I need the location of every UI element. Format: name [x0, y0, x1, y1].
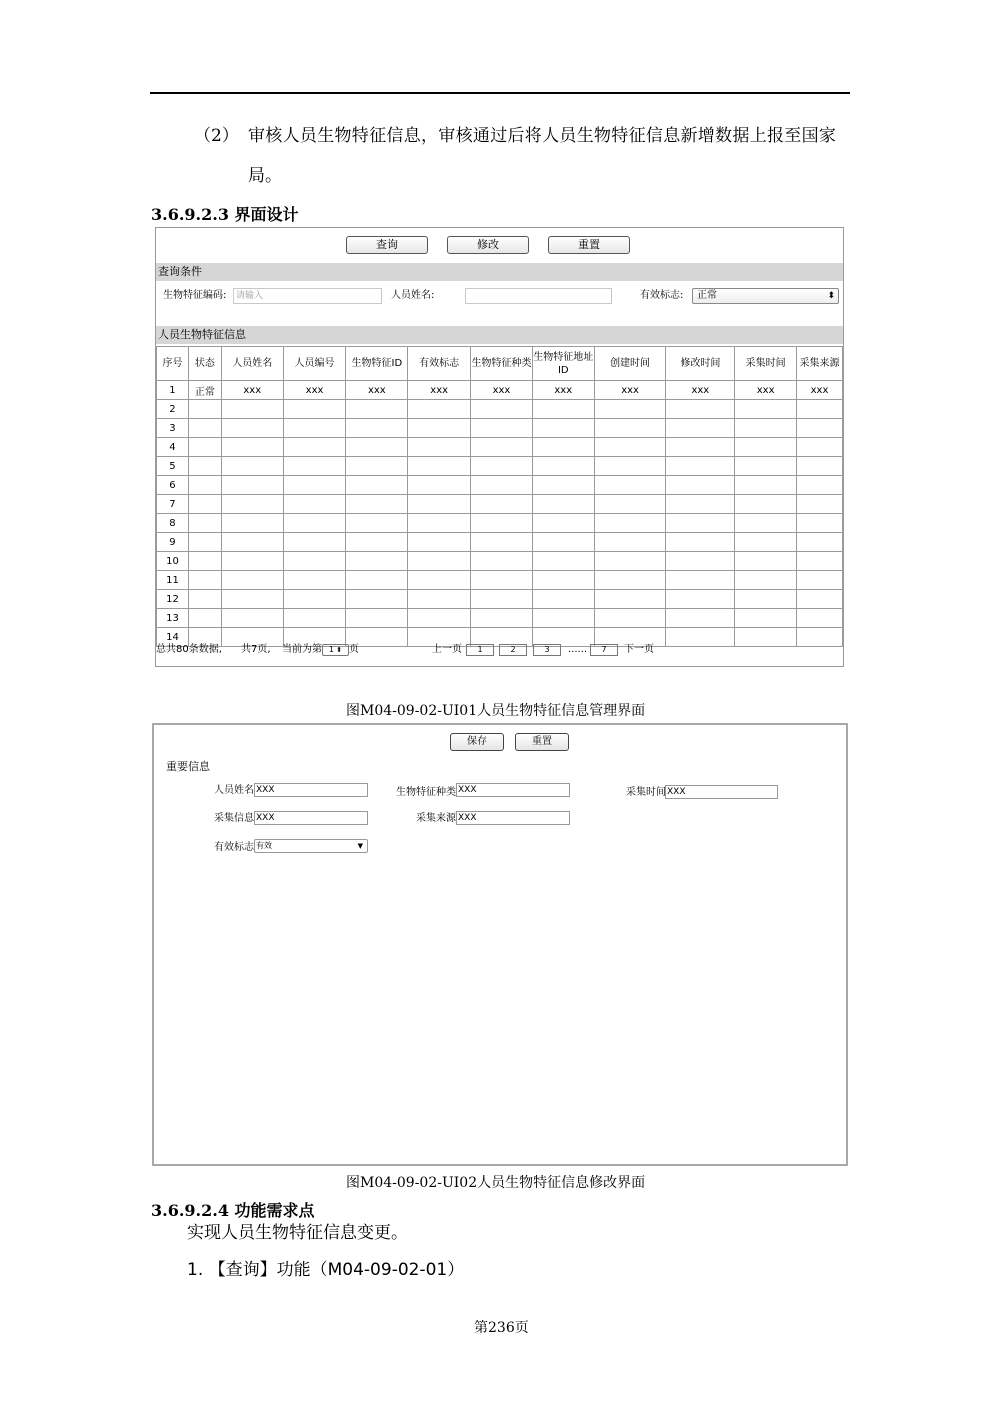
table-cell: [408, 476, 471, 495]
table-cell: [735, 400, 797, 419]
table-cell: [346, 533, 408, 552]
name-input[interactable]: XXX: [254, 783, 368, 797]
table-cell: [666, 571, 735, 590]
table-cell: [408, 514, 471, 533]
table-cell: [471, 571, 533, 590]
column-header: 生物特征ID: [346, 347, 408, 381]
table-row[interactable]: [157, 533, 843, 552]
table-cell: [471, 495, 533, 514]
table-cell: [735, 476, 797, 495]
table-cell: [221, 609, 283, 628]
table-cell: [283, 571, 346, 590]
table-cell: [283, 495, 346, 514]
table-cell: [735, 514, 797, 533]
table-cell: 12: [157, 590, 189, 609]
table-row[interactable]: [157, 609, 843, 628]
table-cell: [408, 590, 471, 609]
page-1-button[interactable]: 1: [466, 644, 494, 656]
table-cell: 6: [157, 476, 189, 495]
table-cell: [221, 419, 283, 438]
table-cell: 9: [157, 533, 189, 552]
pager-ellipsis: ......: [568, 644, 588, 655]
table-header-row: [157, 347, 843, 381]
table-cell: 4: [157, 438, 189, 457]
table-cell: [471, 457, 533, 476]
table-cell: 14: [157, 628, 189, 647]
table-cell: [283, 609, 346, 628]
table-cell: 3: [157, 419, 189, 438]
table-cell: [594, 457, 666, 476]
table-row[interactable]: [157, 514, 843, 533]
table-cell: [221, 571, 283, 590]
table-cell: [532, 514, 594, 533]
table-cell: [735, 419, 797, 438]
table-cell: [188, 590, 221, 609]
table-cell: [221, 552, 283, 571]
table-cell: [346, 495, 408, 514]
table-cell: 7: [157, 495, 189, 514]
table-cell: [797, 419, 843, 438]
table-cell: [666, 438, 735, 457]
table-cell: [346, 571, 408, 590]
paragraph-line: 实现人员生物特征信息变更。: [187, 1223, 408, 1243]
total-count: 总共80条数据,: [156, 644, 222, 655]
table-cell: [408, 438, 471, 457]
table-cell: [532, 419, 594, 438]
modify-button[interactable]: 修改: [447, 236, 529, 254]
table-cell: [594, 514, 666, 533]
table-row[interactable]: [157, 419, 843, 438]
table-cell: [471, 476, 533, 495]
table-cell: [532, 609, 594, 628]
table-cell: [346, 514, 408, 533]
section-number: 3.6.9.2.3: [151, 205, 229, 224]
reset-button[interactable]: 重置: [548, 236, 630, 254]
select-arrows-icon: ⬍: [334, 646, 343, 654]
table-cell: [188, 514, 221, 533]
collect-time-input[interactable]: XXX: [665, 785, 778, 799]
column-header: 采集时间: [735, 347, 797, 381]
name-input[interactable]: [465, 288, 612, 304]
table-cell: xxx: [346, 381, 408, 400]
table-cell: [283, 419, 346, 438]
table-cell: 1: [157, 381, 189, 400]
table-cell: [408, 419, 471, 438]
column-header: 采集来源: [797, 347, 843, 381]
table-cell: [188, 438, 221, 457]
edit-screen: [152, 723, 848, 1166]
table-cell: [346, 476, 408, 495]
table-cell: [221, 533, 283, 552]
table-cell: [666, 476, 735, 495]
table-cell: 13: [157, 609, 189, 628]
list-section-header: 人员生物特征信息: [156, 326, 843, 344]
list-item-number: （2）: [194, 126, 239, 146]
table-cell: [471, 514, 533, 533]
table-cell: [471, 533, 533, 552]
table-cell: [471, 400, 533, 419]
table-cell: [188, 533, 221, 552]
table-cell: [346, 457, 408, 476]
column-header: 人员姓名: [221, 347, 283, 381]
table-cell: xxx: [532, 381, 594, 400]
table-cell: [408, 400, 471, 419]
page-2-button[interactable]: 2: [499, 644, 527, 656]
list-item: 1. 【查询】功能（M04-09-02-01）: [187, 1260, 465, 1280]
table-cell: [221, 438, 283, 457]
table-cell: [283, 476, 346, 495]
page-7-button[interactable]: 7: [590, 644, 618, 656]
table-cell: [797, 476, 843, 495]
table-cell: [283, 533, 346, 552]
bio-code-label: 生物特征编码:: [163, 290, 227, 301]
bio-code-input[interactable]: 请输入: [233, 288, 382, 304]
table-cell: [666, 590, 735, 609]
table-cell: xxx: [735, 381, 797, 400]
table-cell: [188, 476, 221, 495]
valid-flag-select[interactable]: [254, 839, 368, 853]
valid-flag-value: 有效: [256, 841, 272, 850]
table-cell: [188, 495, 221, 514]
table-cell: [408, 609, 471, 628]
name-label: 人员姓名:: [391, 290, 435, 301]
table-cell: xxx: [797, 381, 843, 400]
table-cell: [408, 457, 471, 476]
table-cell: [594, 476, 666, 495]
management-screen: [155, 227, 844, 667]
table-cell: [471, 419, 533, 438]
header-rule: [150, 92, 850, 94]
column-header: 生物特征地址ID: [532, 347, 594, 381]
total-pages: 共7页,: [241, 644, 271, 655]
table-cell: [532, 571, 594, 590]
table-cell: [797, 495, 843, 514]
table-row[interactable]: [157, 457, 843, 476]
table-cell: [532, 438, 594, 457]
table-cell: [735, 457, 797, 476]
table-cell: [666, 400, 735, 419]
collect-info-label: 采集信息: [214, 813, 254, 824]
table-cell: [346, 609, 408, 628]
current-page-value: 1: [328, 645, 334, 654]
table-cell: [797, 590, 843, 609]
table-cell: [532, 457, 594, 476]
table-cell: 2: [157, 400, 189, 419]
bio-type-label: 生物特征种类: [396, 787, 456, 798]
table-cell: [532, 590, 594, 609]
table-cell: [735, 628, 797, 647]
column-header: 修改时间: [666, 347, 735, 381]
table-cell: [594, 590, 666, 609]
figure-caption: 图M04-09-02-UI02人员生物特征信息修改界面: [346, 1175, 646, 1191]
table-cell: xxx: [221, 381, 283, 400]
table-cell: xxx: [283, 381, 346, 400]
table-row[interactable]: [157, 571, 843, 590]
table-cell: [735, 495, 797, 514]
table-cell: [666, 457, 735, 476]
prev-page-link[interactable]: 上一页: [432, 644, 462, 655]
table-cell: [735, 533, 797, 552]
table-row[interactable]: [157, 438, 843, 457]
table-cell: [408, 571, 471, 590]
table-cell: [346, 400, 408, 419]
table-cell: [532, 400, 594, 419]
current-page-suffix: 页: [349, 644, 359, 655]
table-cell: [221, 590, 283, 609]
paragraph-line: 局。: [248, 166, 282, 186]
table-row[interactable]: [157, 495, 843, 514]
table-row[interactable]: [157, 476, 843, 495]
table-cell: [283, 457, 346, 476]
valid-flag-label: 有效标志: [214, 842, 254, 853]
collect-info-input[interactable]: XXX: [254, 811, 368, 825]
column-header: 有效标志: [408, 347, 471, 381]
page-number: 第236页: [474, 1320, 529, 1336]
collect-source-label: 采集来源: [416, 813, 456, 824]
paragraph-line: 审核人员生物特征信息，审核通过后将人员生物特征信息新增数据上报至国家: [248, 126, 837, 146]
table-row[interactable]: [157, 381, 843, 400]
table-cell: [188, 552, 221, 571]
table-cell: [594, 400, 666, 419]
table-cell: [797, 552, 843, 571]
table-cell: 8: [157, 514, 189, 533]
table-cell: [797, 400, 843, 419]
table-cell: 11: [157, 571, 189, 590]
column-header: 序号: [157, 347, 189, 381]
dropdown-arrow-icon: ▼: [357, 842, 363, 850]
table-cell: [594, 533, 666, 552]
table-cell: [666, 609, 735, 628]
select-arrows-icon: ⬍: [827, 291, 835, 301]
table-cell: [532, 533, 594, 552]
table-cell: [735, 552, 797, 571]
table-row[interactable]: [157, 400, 843, 419]
table-cell: [188, 457, 221, 476]
table-cell: 5: [157, 457, 189, 476]
table-cell: [188, 609, 221, 628]
table-cell: [735, 609, 797, 628]
table-cell: [797, 628, 843, 647]
valid-flag-label: 有效标志:: [640, 290, 684, 301]
table-cell: [594, 419, 666, 438]
table-cell: [221, 457, 283, 476]
table-row[interactable]: [157, 590, 843, 609]
table-cell: [283, 400, 346, 419]
section-heading: [151, 202, 299, 225]
table-cell: [797, 457, 843, 476]
section-title: 重要信息: [166, 760, 210, 773]
table-cell: [221, 495, 283, 514]
table-cell: 正常: [188, 381, 221, 400]
table-cell: [188, 419, 221, 438]
table-cell: [283, 590, 346, 609]
column-header: 状态: [188, 347, 221, 381]
table-cell: [594, 609, 666, 628]
table-cell: [408, 495, 471, 514]
current-page-prefix: 当前为第: [282, 644, 322, 655]
table-cell: [735, 590, 797, 609]
table-cell: [735, 438, 797, 457]
table-cell: [471, 590, 533, 609]
table-cell: [408, 552, 471, 571]
name-label: 人员姓名: [214, 785, 254, 796]
query-button[interactable]: 查询: [346, 236, 428, 254]
table-cell: [346, 552, 408, 571]
column-header: 创建时间: [594, 347, 666, 381]
table-cell: [471, 609, 533, 628]
valid-flag-value: 正常: [697, 290, 717, 301]
table-cell: [594, 438, 666, 457]
bio-type-input[interactable]: XXX: [456, 783, 570, 797]
query-section-header: 查询条件: [156, 263, 843, 281]
column-header: 生物特征种类: [471, 347, 533, 381]
table-cell: xxx: [408, 381, 471, 400]
table-cell: [221, 476, 283, 495]
collect-source-input[interactable]: XXX: [456, 811, 570, 825]
next-page-link[interactable]: 下一页: [624, 644, 654, 655]
section-title: 界面设计: [234, 205, 299, 224]
table-cell: [797, 438, 843, 457]
table-cell: [283, 438, 346, 457]
table-cell: [471, 552, 533, 571]
table-cell: [666, 628, 735, 647]
column-header: 人员编号: [283, 347, 346, 381]
table-cell: [797, 514, 843, 533]
table-cell: [221, 514, 283, 533]
table-cell: xxx: [666, 381, 735, 400]
collect-time-label: 采集时间: [626, 787, 666, 798]
table-cell: [666, 495, 735, 514]
table-cell: [735, 571, 797, 590]
table-cell: [471, 438, 533, 457]
section-title: 功能需求点: [234, 1201, 315, 1220]
table-cell: [797, 533, 843, 552]
valid-flag-select[interactable]: [692, 288, 839, 304]
table-cell: 10: [157, 552, 189, 571]
bio-info-table: [156, 346, 843, 647]
section-number: 3.6.9.2.4: [151, 1201, 229, 1220]
table-cell: [666, 533, 735, 552]
table-cell: xxx: [594, 381, 666, 400]
table-cell: [346, 438, 408, 457]
table-cell: [532, 495, 594, 514]
table-cell: [532, 552, 594, 571]
table-row[interactable]: [157, 552, 843, 571]
table-cell: [797, 609, 843, 628]
table-cell: [594, 571, 666, 590]
table-cell: xxx: [471, 381, 533, 400]
table-cell: [221, 400, 283, 419]
table-cell: [283, 514, 346, 533]
current-page-select[interactable]: [322, 644, 349, 656]
table-cell: [188, 571, 221, 590]
table-cell: [666, 419, 735, 438]
table-cell: [666, 514, 735, 533]
save-button[interactable]: 保存: [450, 733, 504, 751]
figure-caption: 图M04-09-02-UI01人员生物特征信息管理界面: [346, 703, 646, 719]
table-cell: [283, 552, 346, 571]
reset-button[interactable]: 重置: [515, 733, 569, 751]
table-cell: [594, 552, 666, 571]
table-cell: [346, 419, 408, 438]
table-cell: [532, 476, 594, 495]
table-cell: [797, 571, 843, 590]
table-cell: [666, 552, 735, 571]
table-cell: [408, 533, 471, 552]
table-cell: [594, 495, 666, 514]
section-heading: [151, 1198, 315, 1221]
page-3-button[interactable]: 3: [533, 644, 561, 656]
table-cell: [346, 590, 408, 609]
table-cell: [188, 400, 221, 419]
